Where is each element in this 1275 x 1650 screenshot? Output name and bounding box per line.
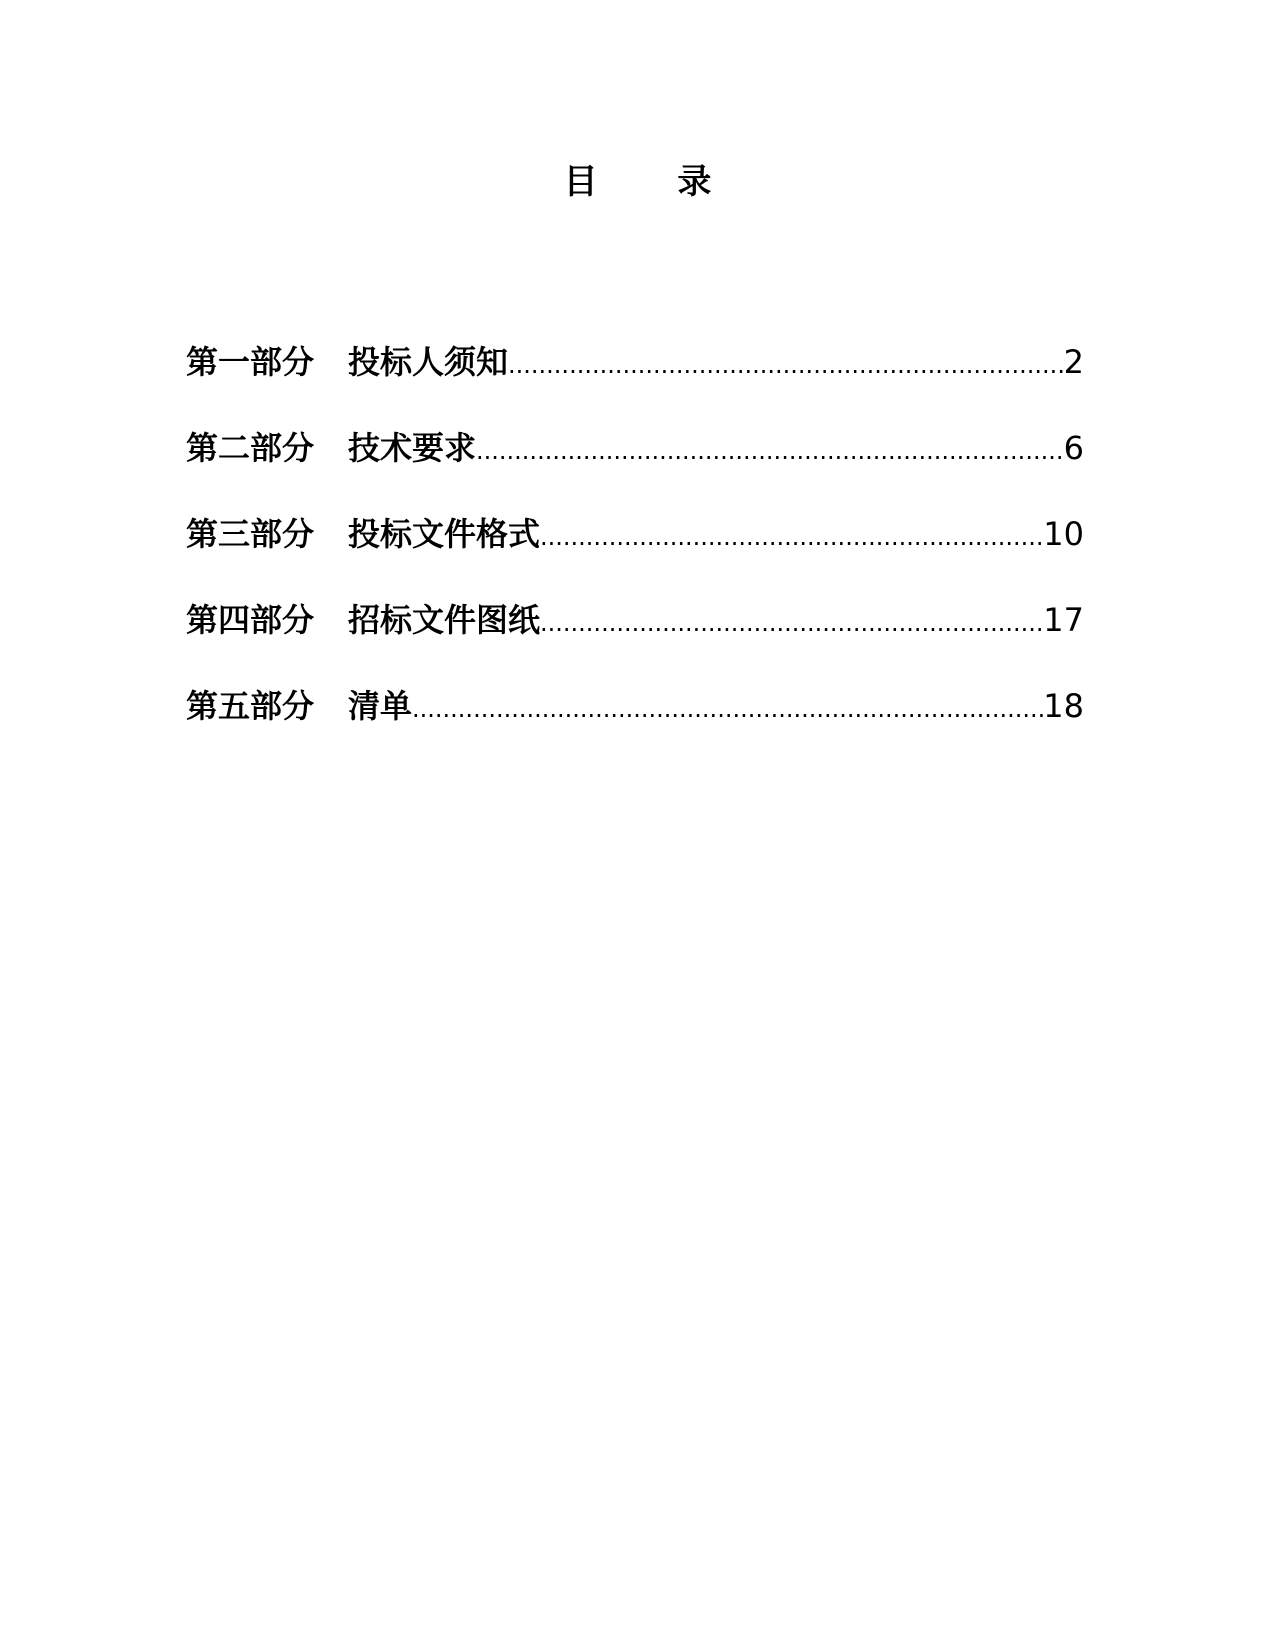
toc-dot-leader [476,427,1064,475]
toc-heading: 招标文件图纸 [348,601,541,639]
toc-dot-leader [508,341,1064,389]
toc-entry[interactable] [186,596,1084,682]
table-of-contents [186,338,1084,768]
toc-page-number: 10 [1043,515,1084,553]
toc-entry[interactable] [186,510,1084,596]
toc-page-number: 2 [1063,343,1084,381]
page-title: 目 录 [563,162,746,202]
toc-page-number: 18 [1043,687,1084,725]
toc-part-label: 第一部分 [186,343,315,381]
toc-page-number: 6 [1063,429,1084,467]
toc-part-label: 第五部分 [186,687,315,725]
toc-part-label: 第三部分 [186,515,315,553]
toc-dot-leader [540,599,1043,647]
toc-entry[interactable] [186,682,1084,768]
toc-heading: 清单 [348,687,413,725]
toc-entry[interactable] [186,338,1084,424]
toc-entry[interactable] [186,424,1084,510]
toc-dot-leader [540,513,1043,561]
toc-heading: 技术要求 [348,429,477,467]
toc-part-label: 第二部分 [186,429,315,467]
toc-heading: 投标人须知 [348,343,509,381]
toc-page-number: 17 [1043,601,1084,639]
toc-dot-leader [412,685,1043,733]
toc-part-label: 第四部分 [186,601,315,639]
toc-heading: 投标文件格式 [348,515,541,553]
